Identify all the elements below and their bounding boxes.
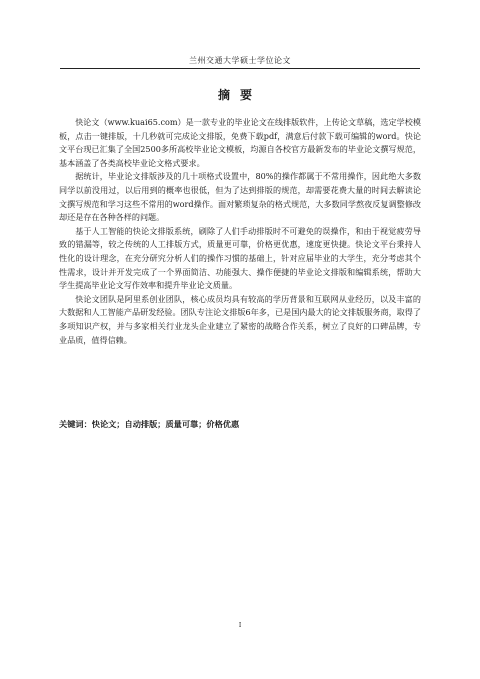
page-number: I: [238, 622, 242, 629]
abstract-paragraph-3: 基于人工智能的快论文排版系统，刷除了人们手动排版时不可避免的误操作，和由于视觉疲劳导致的错漏等，较之传统的人工排版方式，质量更可靠，价格更优惠，速度更快捷。快论文平台秉持人性化的设计理念，在充分研究分析人们的操作习惯的基础上，针对应届毕业的大学生，充分考虑其个性需求，设计并开发完成了一个界面简洁、功能强大、操作便捷的毕业论文排版和编辑系统，帮助大学生提高毕业论文写作效率和提升毕业论文质量。: [59, 225, 421, 291]
abstract-title: 摘要: [217, 88, 262, 102]
abstract-paragraph-2: 据统计，毕业论文排版涉及的几十项格式设置中，80%的操作都属于不常用操作，因此绝大多数同学以前没用过，以后用到的概率也很低，但为了达到排版的规范，却需要花费大量的时间去解读论文撰写规范和学习这些不常用的word操作。面对繁琐复杂的格式规范，大多数同学熬夜反复调整修改却还是存在各种各样的问题。: [59, 171, 421, 223]
header-rule: [60, 68, 420, 69]
keywords-line: 关键词：快论文；自动排版；质量可靠；价格优惠: [59, 419, 240, 429]
abstract-paragraph-1: 快论文（www.kuai65.com）是一款专业的毕业论文在线排版软件，上传论文草稿，选定学校模板，点击一键排版，十几秒就可完成论文排版，免费下载pdf，满意后付款下载可编辑的word。快论文平台现已汇集了全国2500多所高校毕业论文模板，均源自各校官方最新发布的毕业论文撰写规范，基本涵盖了各类高校毕业论文格式要求。: [59, 117, 421, 168]
abstract-body: [59, 116, 421, 347]
running-header: 兰州交通大学硕士学位论文: [189, 56, 291, 65]
abstract-paragraph-4: 快论文团队是阿里系创业团队，核心成员均具有较高的学历背景和互联网从业经历，以及丰富的大数据和人工智能产品研发经验。团队专注论文排版6年多，已是国内最大的论文排版服务商，取得了多项知识产权，并与多家相关行业龙头企业建立了紧密的战略合作关系，树立了良好的口碑品牌，专业品质，值得信赖。: [59, 293, 421, 345]
